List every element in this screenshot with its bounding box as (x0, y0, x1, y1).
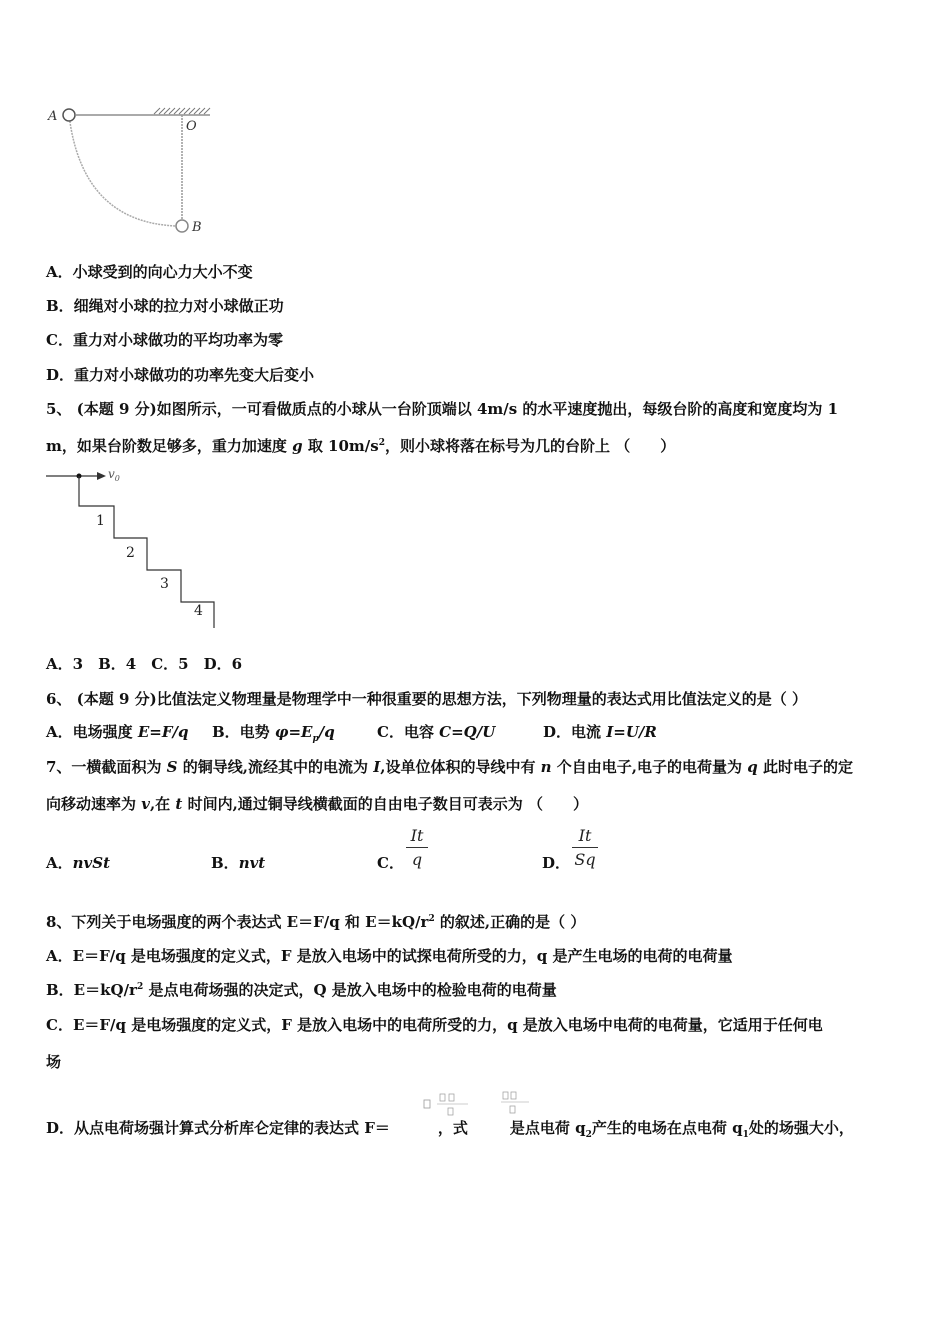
q5-stem-line1: 5、 (本题 9 分)如图所示，一可看做质点的小球从一台阶顶端以 4m/s 的水平速度抛出，每级台阶的高度和宽度均为 1 (46, 400, 839, 418)
step-2-label: 2 (126, 545, 135, 561)
q4-option-b: B．细绳对小球的拉力对小球做正功 (46, 297, 284, 315)
formula-placeholder-coulomb (422, 1092, 472, 1126)
q7-option-a: A．nvSt (46, 854, 111, 872)
formula-placeholder-field (500, 1090, 532, 1124)
q6-option-a: A．电场强度 E=F/q (46, 723, 189, 741)
label-a: A (48, 109, 58, 124)
step-3-label: 3 (160, 576, 169, 592)
stairs-figure (44, 462, 224, 632)
q4-option-a: A．小球受到的向心力大小不变 (46, 263, 253, 281)
pendulum-figure (44, 100, 224, 240)
q7-option-c-fraction: It q (406, 826, 428, 869)
q4-option-d: D．重力对小球做功的功率先变大后变小 (46, 366, 315, 384)
q4-option-c: C．重力对小球做功的平均功率为零 (46, 331, 283, 349)
label-o: O (186, 119, 197, 134)
q7-option-b: B．nvt (211, 854, 266, 872)
q5-options: A．3 B．4 C．5 D．6 (46, 655, 243, 673)
q7-stem-line2: 向移动速率为 v,在 t 时间内,通过铜导线横截面的自由电子数目可表示为 （ ） (46, 795, 589, 813)
q6-option-d: D．电流 I=U/R (543, 723, 657, 741)
step-1-label: 1 (96, 513, 105, 529)
q6-option-c: C．电容 C=Q/U (377, 723, 496, 741)
q8-option-c-line2: 场 (46, 1053, 62, 1071)
v0-label: $v_0$ (108, 467, 120, 483)
q8-option-c-line1: C．E＝F/q 是电场强度的定义式，F 是放入电场中的电荷所受的力，q 是放入电场中电荷的电荷量，它适用于任何电 (46, 1016, 823, 1034)
q7-stem-line1: 7、一横截面积为 S 的铜导线,流经其中的电流为 I,设单位体积的导线中有 n 个自由电子,电子的电荷量为 q 此时电子的定 (46, 758, 853, 776)
q8-option-d: D．从点电荷场强计算式分析库仑定律的表达式 F＝ ，式 是点电荷 $q_2$产生的电场在点电荷 $q_1$处的场强大小， (46, 1119, 854, 1140)
q8-option-a: A．E＝F/q 是电场强度的定义式，F 是放入电场中的试探电荷所受的力，q 是产生电场的电荷的电荷量 (46, 947, 733, 965)
q7-option-d-label: D． (542, 854, 571, 872)
q7-option-d-fraction: It Sq (572, 826, 598, 869)
step-4-label: 4 (194, 603, 203, 619)
q5-stem-line2: m，如果台阶数足够多，重力加速度 g 取 $10m/s^2$，则小球将落在标号为几的台阶上 （ ） (46, 437, 676, 455)
label-b: B (192, 220, 202, 235)
q6-stem: 6、 (本题 9 分)比值法定义物理量是物理学中一种很重要的思想方法，下列物理量的表达式用比值法定义的是（ ） (46, 690, 807, 708)
q6-option-b: B．电势 $\varphi=E_p/q$ (212, 723, 335, 744)
q7-option-c-label: C． (377, 854, 404, 872)
q8-stem: 8、下列关于电场强度的两个表达式 E＝F/q 和 $E=kQ/r^2$ 的叙述,正确的是（ ） (46, 913, 586, 931)
q8-option-b: B．$E=kQ/r^2$ 是点电荷场强的决定式，Q 是放入电场中的检验电荷的电荷量 (46, 981, 557, 999)
